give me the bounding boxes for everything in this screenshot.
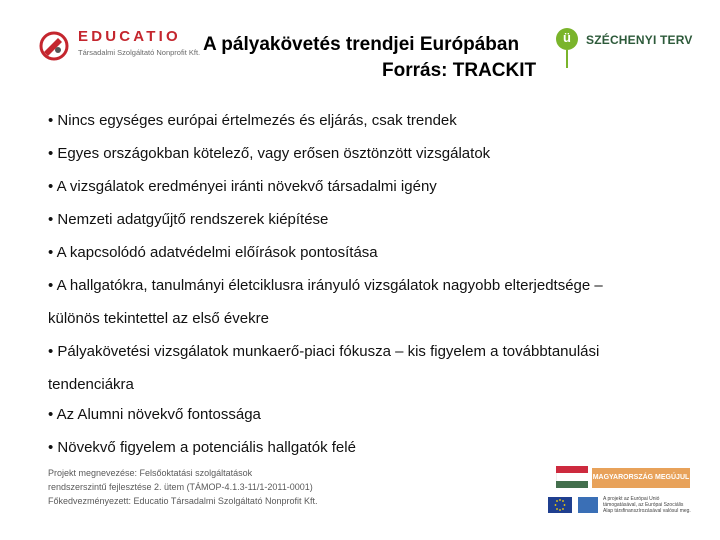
bullet-item: • A kapcsolódó adatvédelmi előírások pontosítása [48,244,378,261]
bullet-item-continuation: különös tekintettel az első évekre [48,310,269,327]
eu-flag-icon [548,497,572,513]
hungarian-flag-icon [556,466,588,488]
slide-source: Forrás: TRACKIT [382,60,537,81]
magyarorszag-megujul-banner: MAGYARORSZÁG MEGÚJUL [592,468,690,488]
eu-support-text: A projekt az Európai Unió támogatásával, az Európai Szociális Alap társfinanszírozásával valósul meg. [603,496,691,514]
bullet-item: • Egyes országokban kötelező, vagy erősen ösztönzött vizsgálatok [48,145,491,162]
szechenyi-stem [566,50,568,68]
educatio-logo [38,26,201,66]
project-footer [48,466,317,508]
bullet-item: • Nincs egységes európai értelmezés és eljárás, csak trendek [48,112,457,129]
szechenyi-terv-logo [556,28,701,68]
slide-title: A pályakövetés trendjei Európában [203,34,520,55]
educatio-emblem-icon [38,30,70,62]
szechenyi-leaf-icon: ü [556,28,578,50]
footer-line-3: Főkedvezményezett: Educatio Társadalmi Szolgáltató Nonprofit Kft. [48,496,318,506]
bullet-item: • A hallgatókra, tanulmányi életciklusra irányuló vizsgálatok nagyobb elterjedtsége – [48,277,603,294]
bullet-item: • Növekvő figyelem a potenciális hallgatók felé [48,439,356,456]
bullet-item-continuation: tendenciákra [48,376,134,393]
footer-line-1: Projekt megnevezése: Felsőoktatási szolgáltatások [48,468,253,478]
bullet-item: • Nemzeti adatgyűjtő rendszerek kiépítése [48,211,329,228]
logo-brand-text: EDUCATIO [78,28,181,45]
bullet-item: • A vizsgálatok eredményei iránti növekvő társadalmi igény [48,178,437,195]
logo-subtitle: Társadalmi Szolgáltató Nonprofit Kft. [78,48,201,57]
szf-mini-logo [578,497,598,513]
bullet-item: • Az Alumni növekvő fontossága [48,406,261,423]
bullet-item: • Pályakövetési vizsgálatok munkaerő-piaci fókusza – kis figyelem a továbbtanulási [48,343,600,360]
footer-line-2: rendszerszintű fejlesztése 2. ütem (TÁMOP-4.1.3-11/1-2011-0001) [48,482,313,492]
szechenyi-text: SZÉCHENYI TERV [586,33,693,47]
